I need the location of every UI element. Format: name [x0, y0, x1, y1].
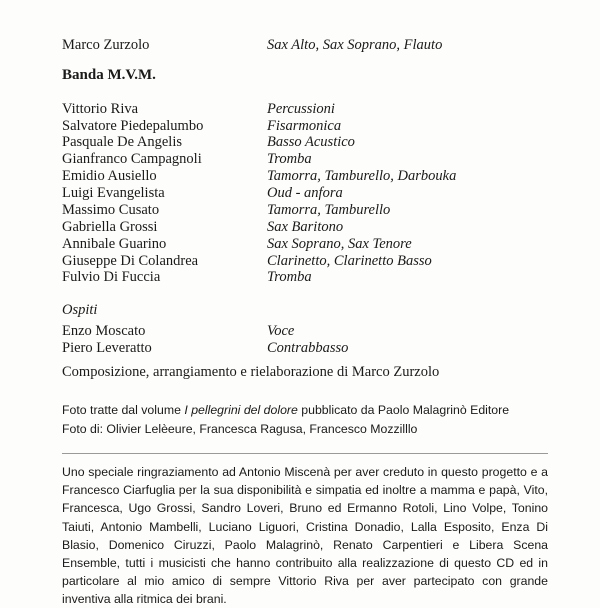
member-role: Sax Soprano, Sax Tenore — [267, 235, 412, 252]
lead-artist-role: Sax Alto, Sax Soprano, Flauto — [267, 37, 443, 53]
photographers-line: Foto di: Olivier Lelèeure, Francesca Ragusa, Francesco Mozzilllo — [62, 421, 418, 436]
list-item — [62, 252, 548, 269]
photo-credits — [62, 401, 548, 439]
list-item — [62, 168, 548, 185]
photo-volume-title: I pellegrini del dolore — [184, 402, 298, 417]
list-item — [62, 117, 548, 134]
member-name: Gabriella Grossi — [62, 218, 158, 235]
member-role: Clarinetto, Clarinetto Basso — [267, 252, 432, 269]
member-name: Gianfranco Campagnoli — [62, 151, 202, 168]
member-name: Giuseppe Di Colandrea — [62, 252, 199, 269]
band-members-list — [62, 101, 548, 287]
list-item — [62, 202, 548, 219]
list-item — [62, 101, 548, 118]
photo-volume-suffix: pubblicato da Paolo Malagrinò Editore — [297, 402, 510, 417]
list-item — [62, 185, 548, 202]
member-role: Oud - anfora — [267, 185, 343, 202]
photo-volume-prefix: Foto tratte dal volume — [62, 402, 185, 417]
photo-volume-line — [62, 401, 548, 420]
member-name: Salvatore Piedepalumbo — [62, 117, 204, 134]
member-name: Luigi Evangelista — [62, 185, 165, 202]
lead-artist-row — [62, 38, 548, 53]
band-title: Banda M.V.M. — [62, 66, 156, 83]
member-role: Tamorra, Tamburello, Darbouka — [267, 168, 457, 185]
member-role: Tromba — [267, 151, 312, 168]
guest-role: Contrabbasso — [267, 340, 349, 357]
member-name: Massimo Cusato — [62, 201, 160, 218]
member-role: Tromba — [267, 269, 312, 286]
composition-credit: Composizione, arrangiamento e rielaborazione di Marco Zurzolo — [62, 363, 440, 380]
divider — [62, 453, 548, 454]
list-item — [62, 269, 548, 286]
list-item — [62, 134, 548, 151]
list-item — [62, 340, 548, 357]
member-name: Vittorio Riva — [62, 100, 139, 117]
guests-heading: Ospiti — [62, 302, 98, 319]
member-role: Percussioni — [267, 100, 335, 117]
member-name: Pasquale De Angelis — [62, 134, 183, 151]
member-role: Tamorra, Tamburello — [267, 201, 391, 218]
guest-name: Enzo Moscato — [62, 323, 146, 340]
acknowledgements-text: Uno speciale ringraziamento ad Antonio Miscenà per aver creduto in questo progetto e a Francesco Ciarfuglia per la sua disponibilità e simpatia ed inoltre a mamma e papà, Vito, Francesca, Ugo Grossi, Sandro Loveri, Bruno ed Ermanno Rotoli, Lino Volpe, Tonino Taiuti, Antonio Mambelli, Luciano Liguori, Cristina Donadio, Lalla Esposito, Enza Di Blasio, Domenico Ciruzzi, Paolo Malagrinò, Renato Carpentieri e Libera Scena Ensemble, tutti i musicisti che hanno contribuito alla realizzazione di questo CD ed in particolare al mio amico di sempre Vittorio Riva per aver partecipato con grande inventiva alla ritmica dei brani. — [62, 464, 548, 607]
guests-list — [62, 323, 548, 357]
member-name: Fulvio Di Fuccia — [62, 269, 161, 286]
member-role: Basso Acustico — [267, 134, 355, 151]
list-item — [62, 151, 548, 168]
list-item — [62, 236, 548, 253]
guest-name: Piero Leveratto — [62, 340, 152, 357]
member-name: Emidio Ausiello — [62, 168, 157, 185]
member-role: Sax Baritono — [267, 218, 344, 235]
list-item — [62, 219, 548, 236]
member-role: Fisarmonica — [267, 117, 342, 134]
lead-artist-name: Marco Zurzolo — [62, 37, 150, 53]
list-item — [62, 323, 548, 340]
guest-role: Voce — [267, 323, 295, 340]
member-name: Annibale Guarino — [62, 235, 167, 252]
